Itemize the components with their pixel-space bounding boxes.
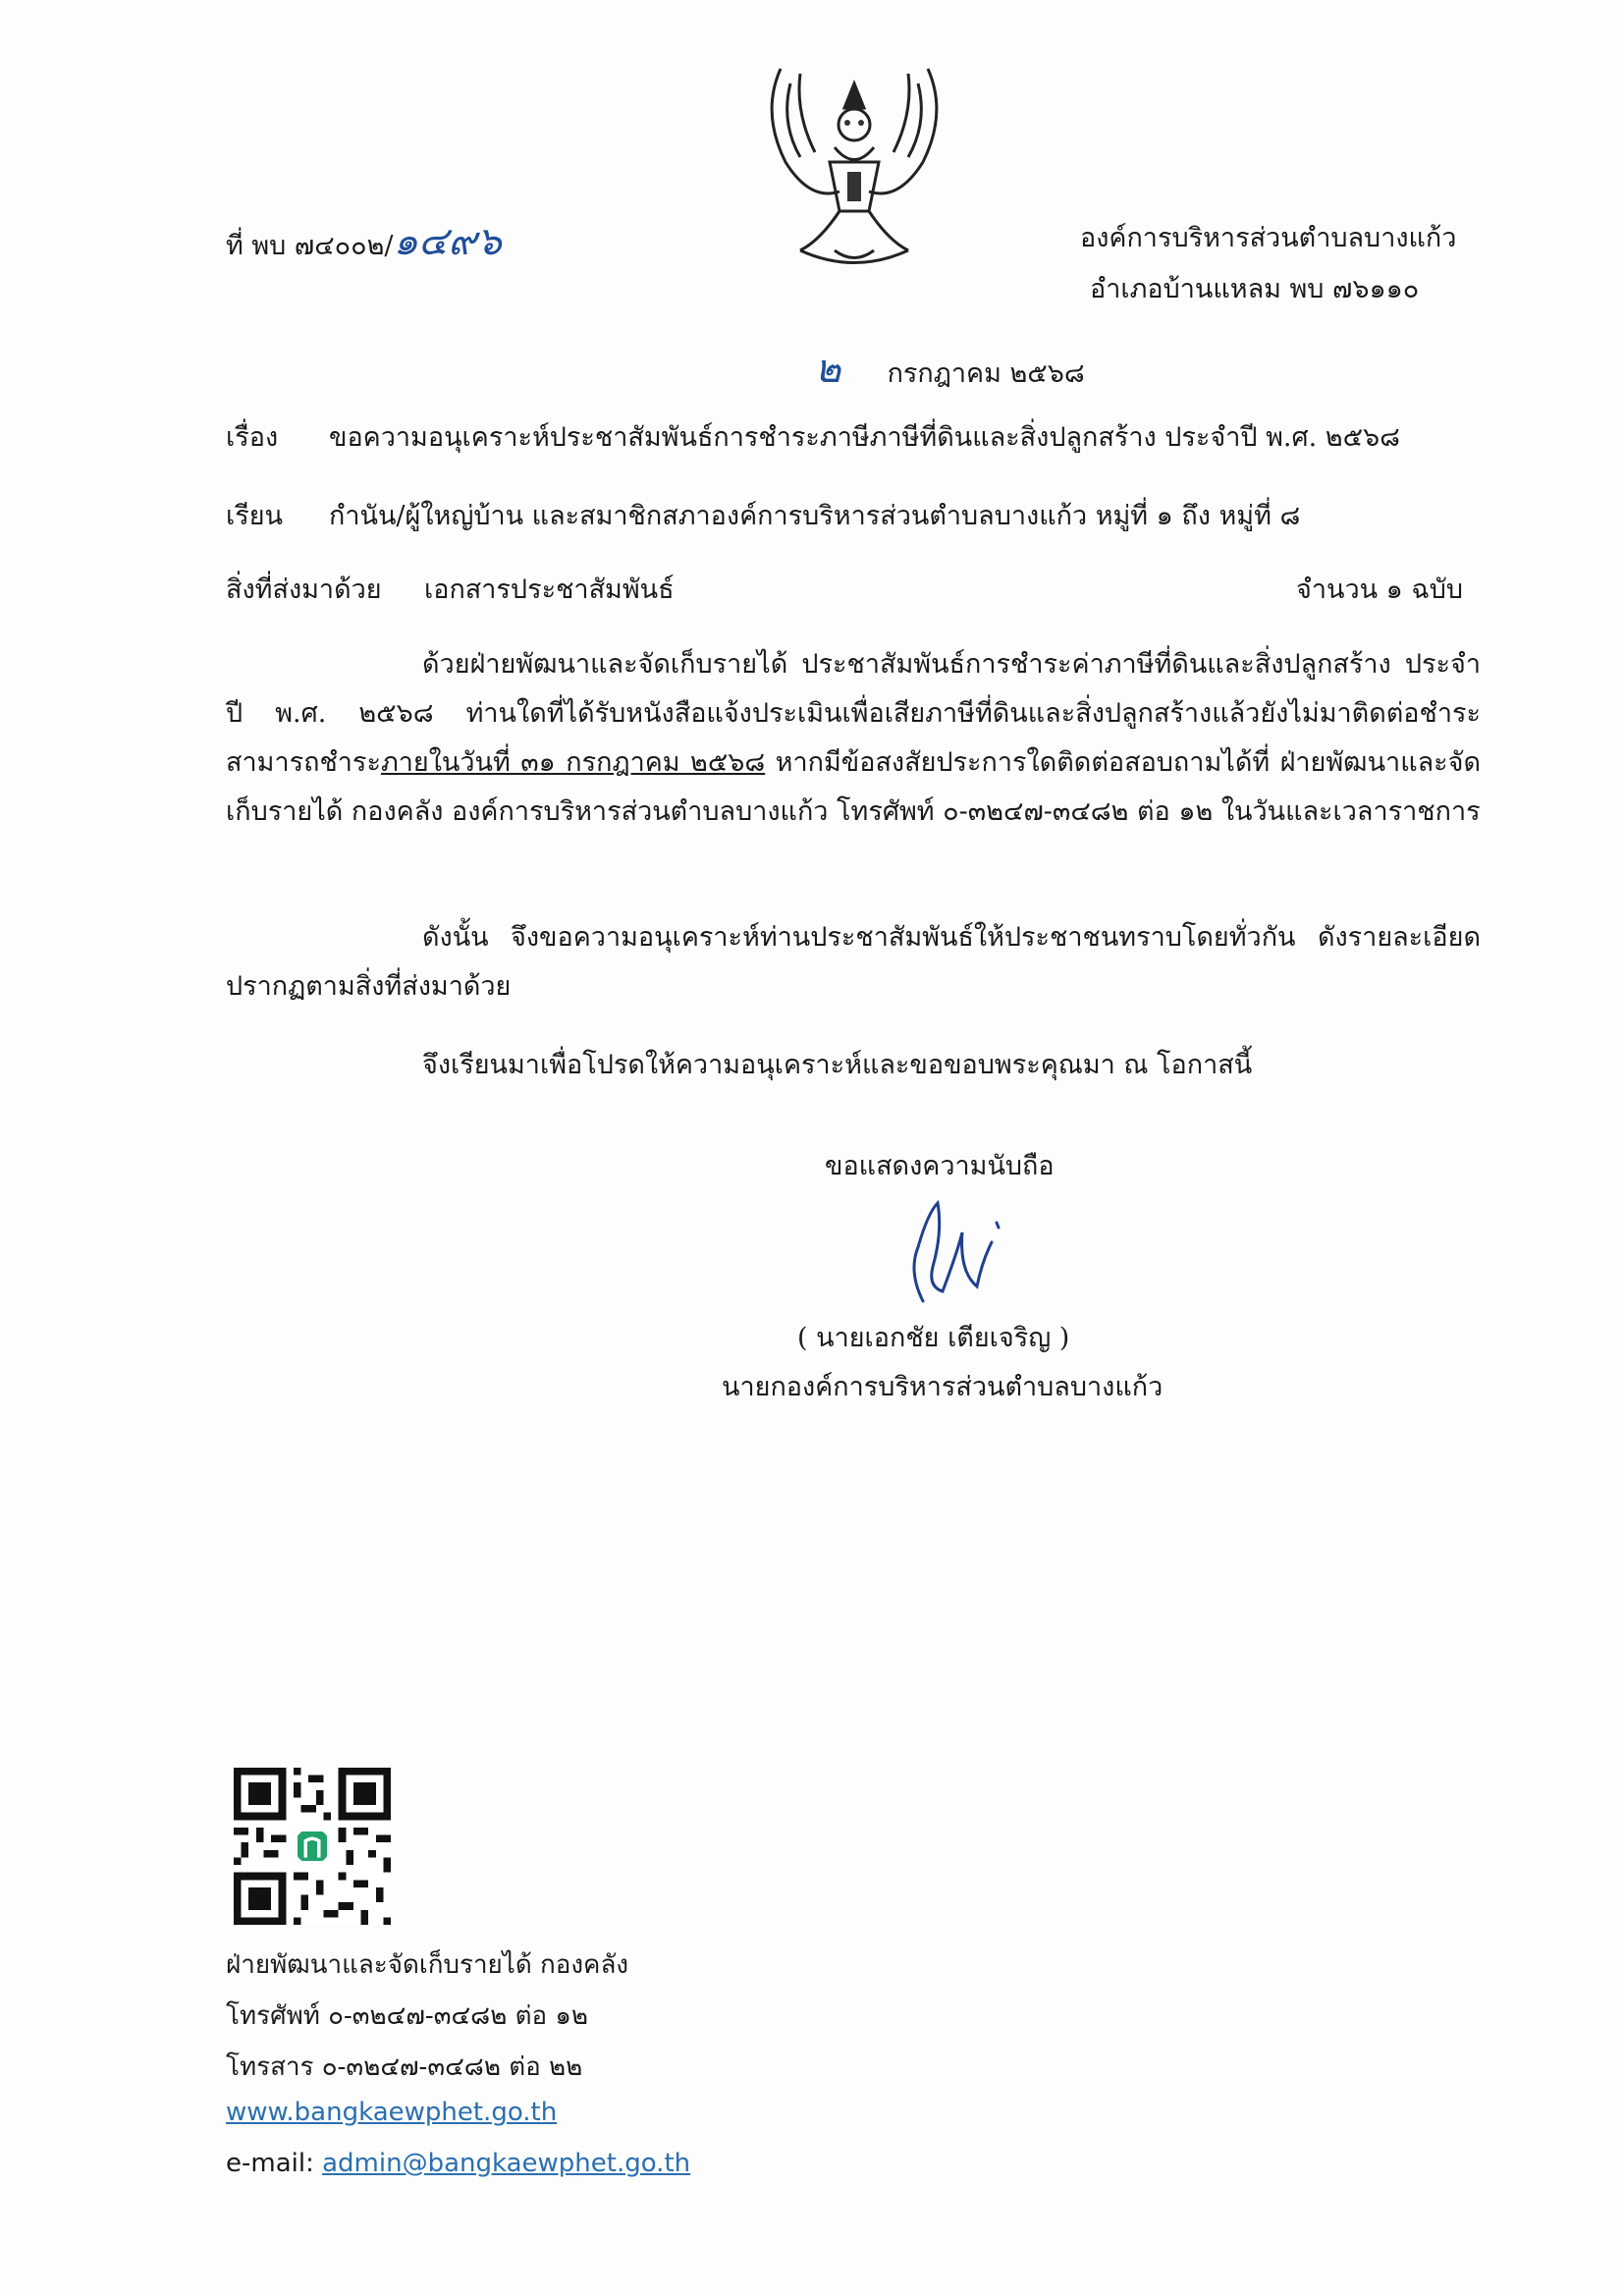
enclosure-count: จำนวน ๑ ฉบับ	[1296, 574, 1464, 605]
garuda-emblem-icon	[741, 54, 967, 280]
org-address: อำเภอบ้านแหลม พบ ๗๖๑๑๐	[1090, 274, 1420, 304]
date-month-year: กรกฎาคม ๒๕๖๘	[887, 358, 1085, 389]
footer-website-row	[226, 2098, 557, 2127]
closing-salutation: ขอแสดงความนับถือ	[825, 1151, 1055, 1181]
document-date	[815, 344, 1085, 395]
reference-prefix: ที่ พบ ๗๔๐๐๒/	[226, 231, 394, 261]
reference-handwritten: ๑๔๙๖	[393, 219, 502, 264]
footer-email-row	[226, 2149, 690, 2178]
org-name: องค์การบริหารส่วนตำบลบางแก้ว	[1080, 223, 1457, 253]
recipient-label: เรียน	[226, 501, 284, 531]
qr-code-icon	[234, 1768, 391, 1925]
footer-phone: โทรศัพท์ ๐-๓๒๔๗-๓๔๘๒ ต่อ ๑๒	[226, 2001, 589, 2031]
date-day-handwritten: ๒	[815, 347, 841, 392]
signer-title: นายกองค์การบริหารส่วนตำบลบางแก้ว	[722, 1372, 1164, 1402]
body-paragraph-3: จึงเรียนมาเพื่อโปรดให้ความอนุเคราะห์และขอขอบพระคุณมา ณ โอกาสนี้	[422, 1050, 1253, 1080]
signature-icon	[889, 1193, 1036, 1311]
signer-name: ( นายเอกชัย เตียเจริญ )	[797, 1323, 1070, 1353]
website-link[interactable]: www.bangkaewphet.go.th	[226, 2098, 558, 2127]
reference-number	[226, 216, 502, 267]
footer-department: ฝ่ายพัฒนาและจัดเก็บรายได้ กองคลัง	[226, 1950, 629, 1980]
enclosure-text: เอกสารประชาสัมพันธ์	[424, 574, 675, 605]
email-label: e-mail:	[226, 2149, 323, 2178]
subject-label: เรื่อง	[226, 422, 279, 453]
body-paragraph-2: ดังนั้น จึงขอความอนุเคราะห์ท่านประชาสัมพันธ์ให้ประชาชนทราบโดยทั่วกัน ดังรายละเอียดปรากฏตามสิ่งที่ส่งมาด้วย	[226, 922, 1481, 1002]
body-paragraph-1	[226, 640, 1481, 837]
body-p1-text-continued: หากมีข้อสงสัยประการใดติดต่อสอบถามได้ที่ ฝ่ายพัฒนาและจัดเก็บรายได้ กองคลัง องค์การบริหารส่วนตำบลบางแก้ว โทรศัพท์ ๐-๓๒๔๗-๓๔๘๒ ต่อ ๑๒ ในวันและเวลาราชการ	[226, 747, 1481, 827]
enclosure-label: สิ่งที่ส่งมาด้วย	[226, 574, 382, 605]
recipient-text: กำนัน/ผู้ใหญ่บ้าน และสมาชิกสภาองค์การบริหารส่วนตำบลบางแก้ว หมู่ที่ ๑ ถึง หมู่ที่ ๘	[329, 501, 1301, 531]
footer-fax: โทรสาร ๐-๓๒๔๗-๓๔๘๒ ต่อ ๒๒	[226, 2052, 583, 2082]
email-link[interactable]: admin@bangkaewphet.go.th	[322, 2149, 691, 2178]
body-p1-deadline: ภายในวันที่ ๓๑ กรกฎาคม ๒๕๖๘	[380, 747, 766, 778]
subject-text: ขอความอนุเคราะห์ประชาสัมพันธ์การชำระภาษีภาษีที่ดินและสิ่งปลูกสร้าง ประจำปี พ.ศ. ๒๕๖๘	[329, 422, 1401, 453]
body-p1-text: ด้วยฝ่ายพัฒนาและจัดเก็บรายได้ ประชาสัมพันธ์การชำระค่าภาษีที่ดินและสิ่งปลูกสร้าง ประจำปี พ.ศ. ๒๕๖๘ ท่านใดที่ได้รับหนังสือแจ้งประเมินเพื่อเสียภาษีที่ดินและสิ่งปลูกสร้างแล้วยังไม่มาติดต่อชำระ สามารถชำระ	[226, 649, 1481, 778]
